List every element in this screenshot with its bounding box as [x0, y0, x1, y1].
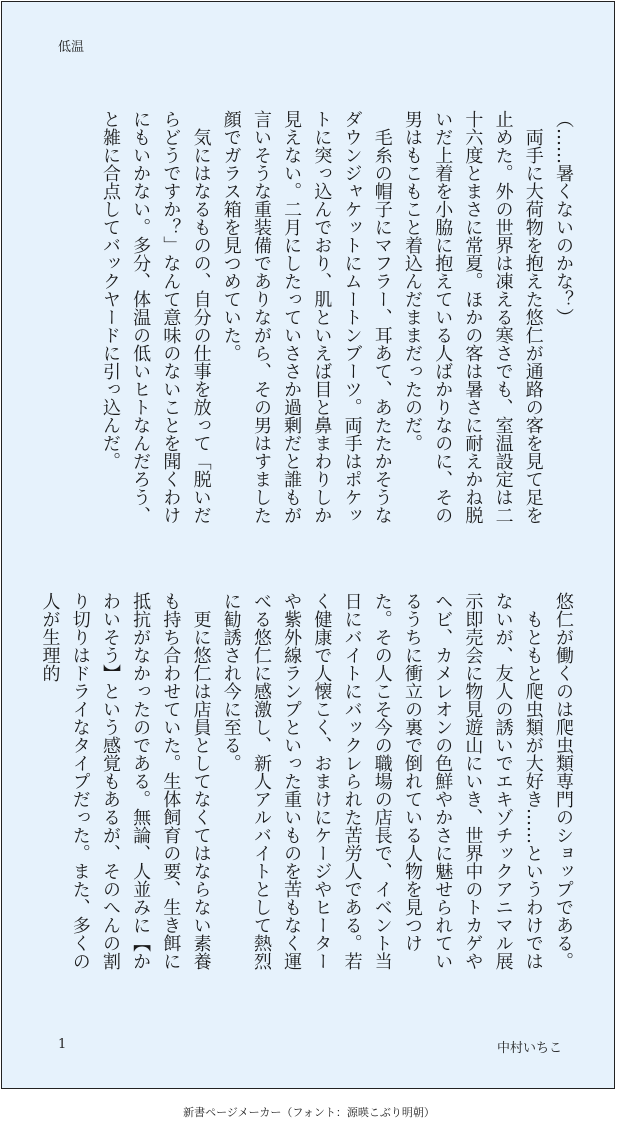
paragraph: 気にはなるものの、自分の仕事を放って「脱いだらどうですか？」なんて意味のないことを聞くわけにもいかない。多分、体温の低いヒトなんだろう、と雑に合点してバックヤードに引っ込んだ。: [99, 110, 212, 524]
lower-text-block: [38, 592, 578, 977]
paragraph: もともと爬虫類が大好き……というわけではないが、友人の誘いでエキゾチックアニマル展示即売会に物見遊山にいき、世界中のトカゲやヘビ、カメレオンの色鮮やかさに魅せられているうちに衝立の裏で倒れている人物を見つけた。その人こそ今の職場の店長で、イベント当日にバイトにバックレられた苦労人である。若く健康で人懐こく、おまけにケージやヒーターや紫外線ランプといった重いものを苦もなく運べる悠仁に感激し、新人アルバイトとして熱烈に勧誘され今に至る。: [220, 592, 544, 970]
author-name: 中村いちこ: [496, 1041, 562, 1056]
upper-text-block: [38, 110, 578, 536]
paragraph: 悠仁が働くのは爬虫類専門のショップである。: [553, 592, 574, 970]
paragraph: 毛糸の帽子にマフラー、耳あて、あたたかそうなダウンジャケットにムートンブーツ。両手はポケットに突っ込んでおり、肌といえば目と鼻まわりしか見えない。二月にしたっていささか過剰だと誰もが言いそうな重装備でありながら、その男はすました顔でガラス箱を見つめていた。: [220, 110, 393, 524]
generator-credit: 新書ページメーカー（フォント：源暎こぶり明朝）: [183, 1106, 435, 1119]
chapter-title: 低温: [58, 40, 85, 55]
paragraph: 両手に大荷物を抱えた悠仁が通路の客を見て足を止めた。外の世界は凍える寒さでも、室温設定は二十六度とまさに常夏。ほかの客は暑さに耐えかね脱いだ上着を小脇に抱えている人ばかりなのに、その男はもこもこと着込んだままだったのだ。: [401, 110, 544, 524]
book-page: [1, 1, 615, 1089]
paragraph: （……暑くないのかな？）: [553, 110, 574, 326]
page-number: 1: [58, 1037, 67, 1052]
paragraph: 更に悠仁は店員としてなくてはならない素養も持ち合わせていた。生体飼育の要、生き餌に抵抗がなかったのである。無論、人並みに【かわいそう】という感覚もあるが、そのへんの割り切りはドライなタイプだった。また、多くの人が生理的: [39, 592, 212, 970]
